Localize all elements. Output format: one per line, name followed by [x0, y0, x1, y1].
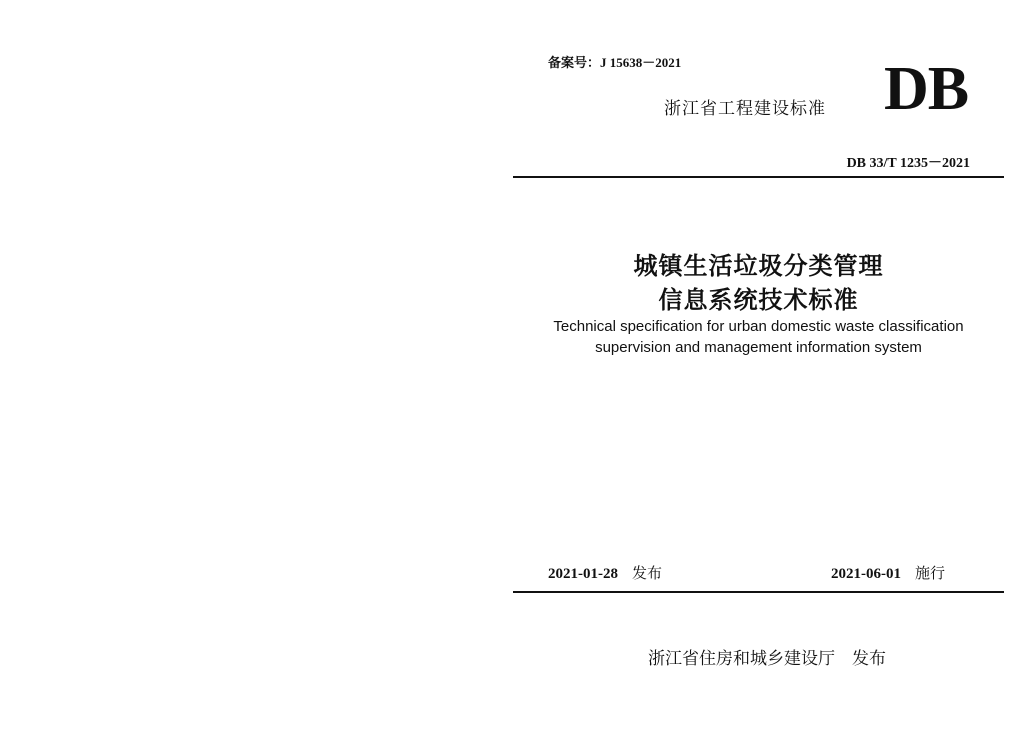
standard-number: DB 33/T 1235－2021 [846, 156, 970, 171]
top-divider [513, 176, 1004, 178]
db-logo: DB [884, 55, 969, 123]
english-title-line-2: supervision and management information system [595, 339, 922, 356]
issuing-authority: 浙江省住房和城乡建设厅 发布 [648, 649, 886, 669]
chinese-title-line-1: 城镇生活垃圾分类管理 [633, 251, 884, 280]
issue-date [548, 562, 662, 583]
filing-number [548, 52, 681, 71]
filing-label: 备案号： [548, 56, 601, 71]
implementation-date [831, 562, 945, 583]
standard-category: 浙江省工程建设标准 [664, 99, 826, 119]
implementation-label: 施行 [915, 564, 946, 582]
issue-date-value: 2021-01-28 [548, 566, 618, 582]
bottom-divider [513, 591, 1004, 593]
implementation-date-value: 2021-06-01 [831, 566, 901, 582]
issue-label: 发布 [632, 564, 663, 582]
filing-number-value: J 15638－2021 [600, 55, 682, 70]
english-title-line-1: Technical specification for urban domestic waste classification [553, 318, 964, 335]
chinese-title-line-2: 信息系统技术标准 [658, 285, 859, 314]
